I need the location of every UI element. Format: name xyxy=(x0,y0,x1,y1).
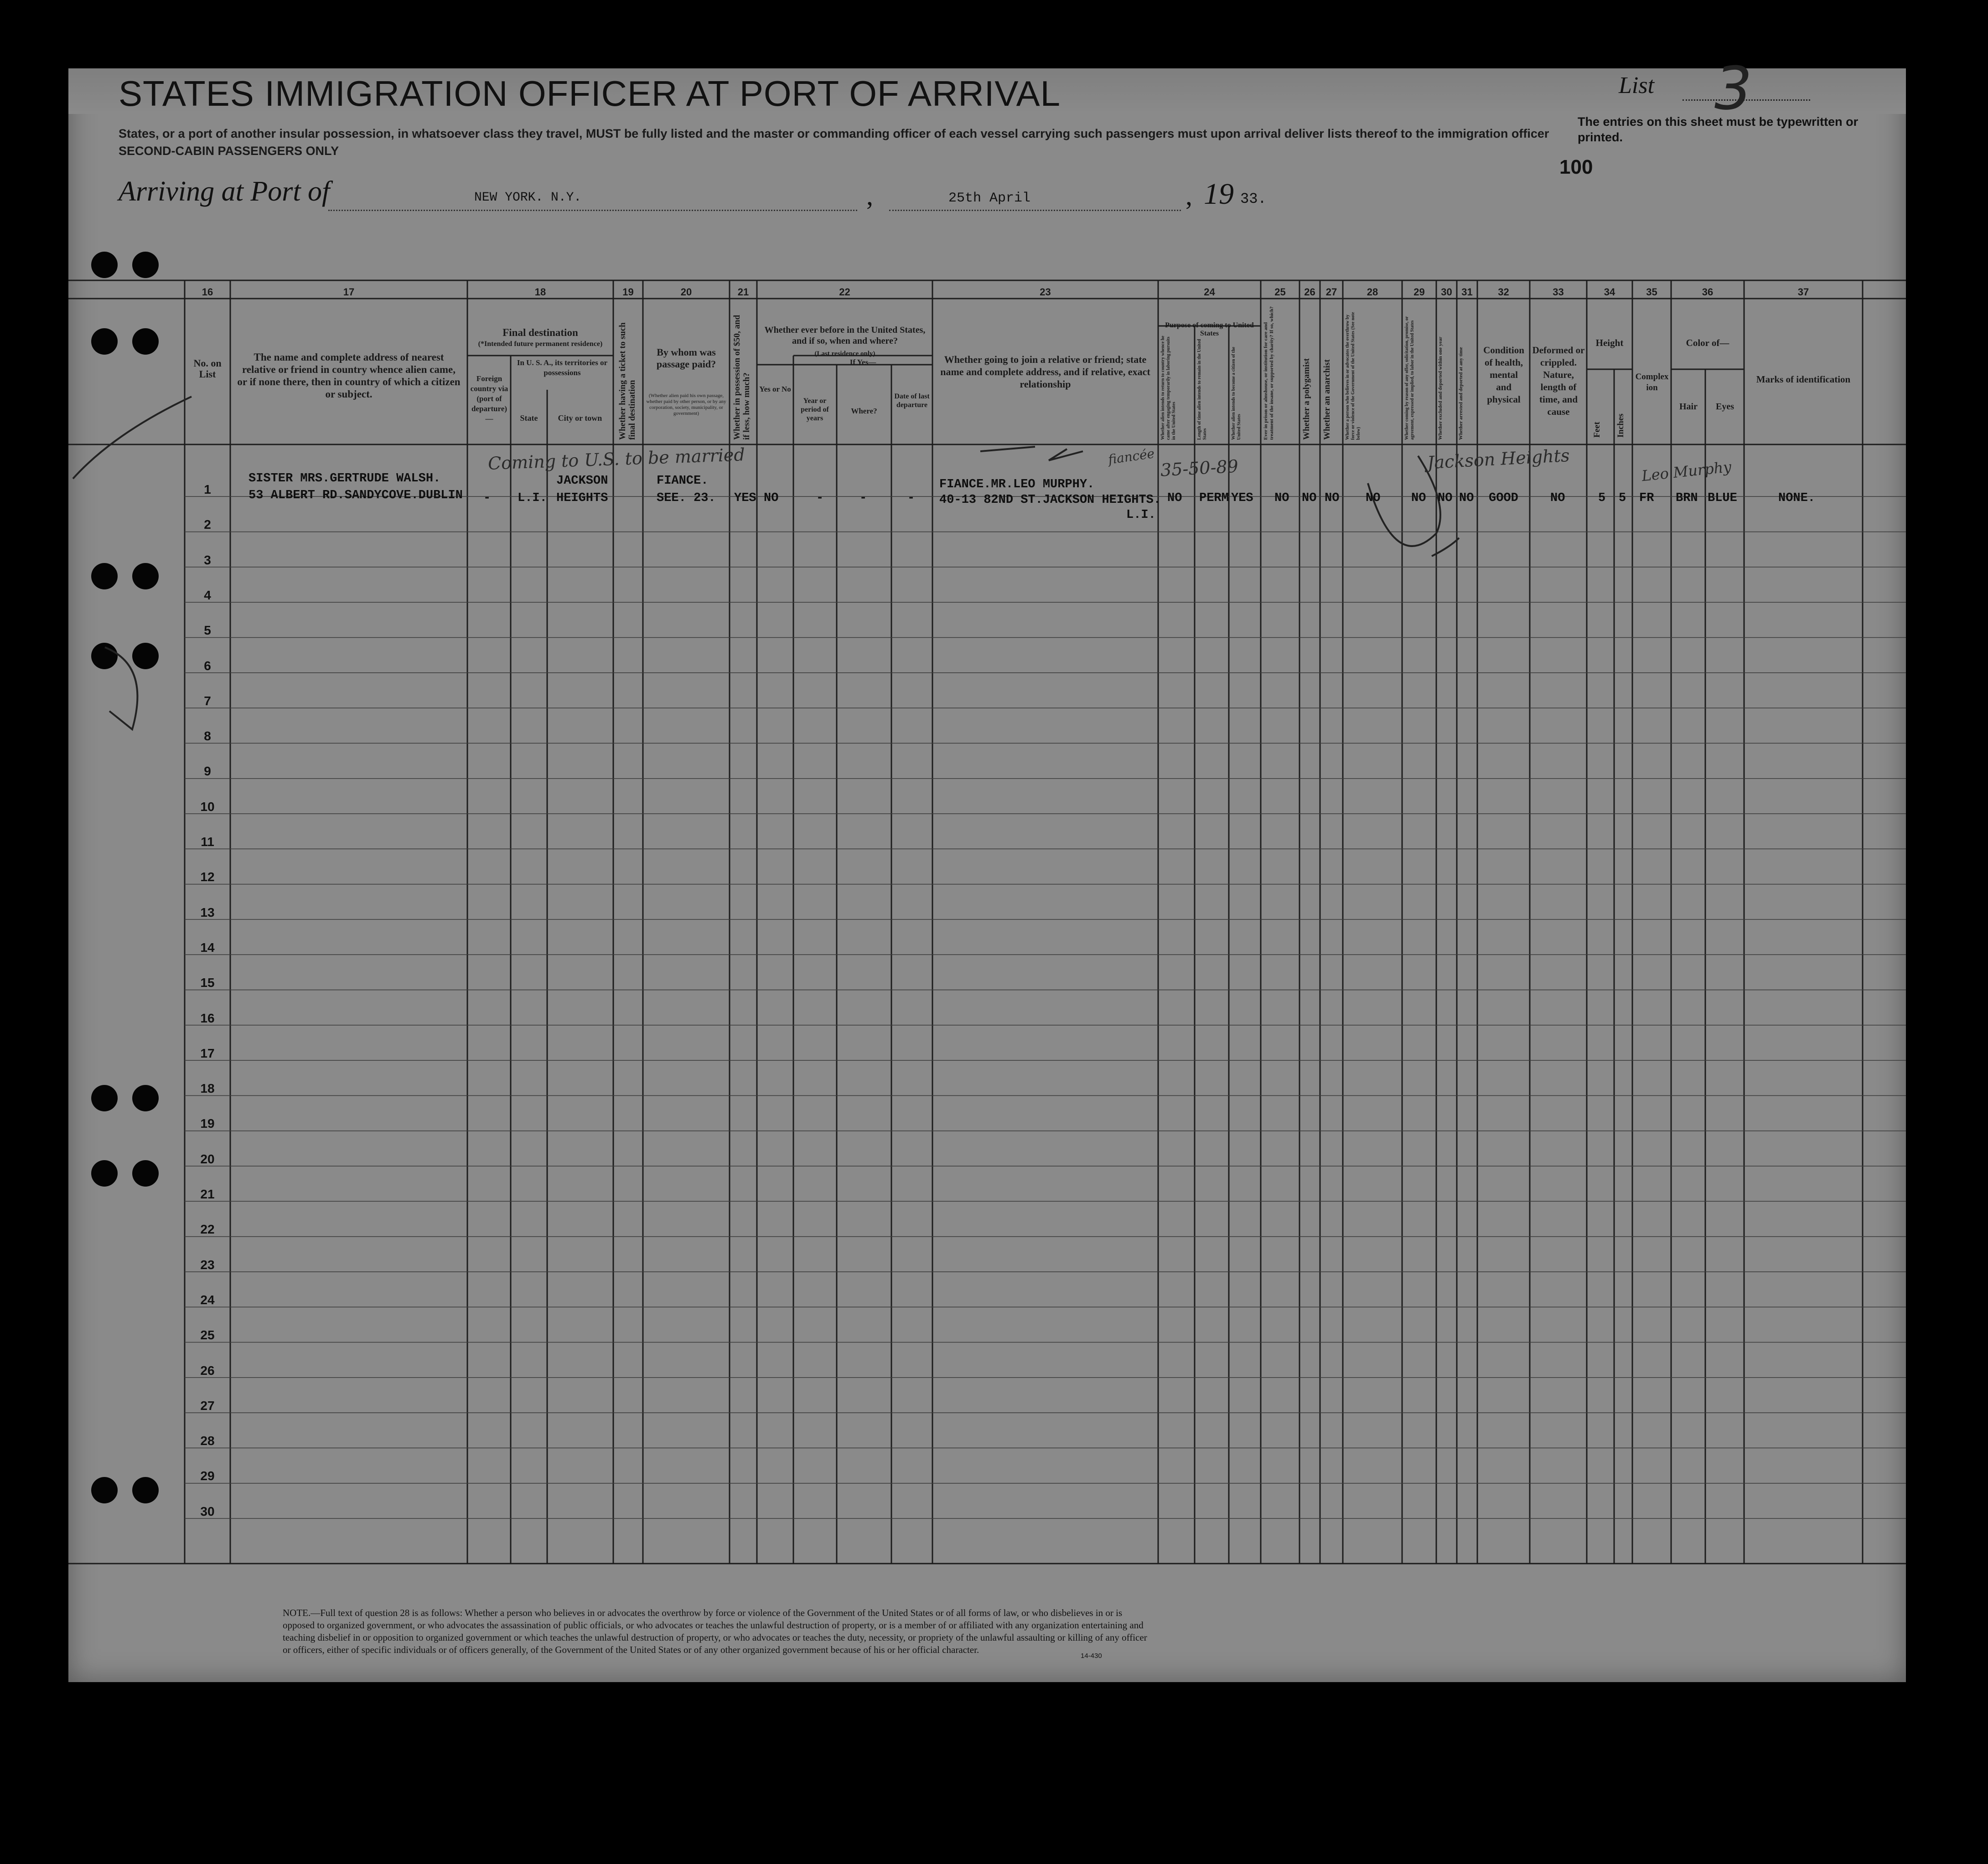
header-prison: Ever in prison or almshouse, or institution for care and treatment of the insane, or supported by charity? If so, which? xyxy=(1263,306,1274,440)
anarchist-value: NO xyxy=(1325,491,1340,505)
handwritten-note: Leo Murphy xyxy=(1641,458,1732,485)
row-number: 17 xyxy=(200,1046,215,1060)
row-number: 14 xyxy=(200,940,215,955)
header-complexion: Complexion xyxy=(1635,372,1669,392)
polygamist-value: NO xyxy=(1302,491,1317,505)
row-number: 24 xyxy=(200,1292,215,1307)
row-number: 27 xyxy=(200,1398,215,1413)
row-number: 18 xyxy=(200,1081,215,1096)
col-num-32: 32 xyxy=(1498,286,1509,298)
header-feet: Feet xyxy=(1592,422,1602,438)
col-num-36: 36 xyxy=(1702,286,1714,298)
header-state: State xyxy=(520,413,538,423)
relative-line2: 53 ALBERT RD.SANDYCOVE.DUBLIN xyxy=(248,489,463,502)
col-num-19: 19 xyxy=(622,286,634,298)
list-number: 3 xyxy=(1714,54,1752,123)
header-foreign-country: Foreign country via (port of departure)— xyxy=(470,374,508,423)
row-number: 26 xyxy=(200,1363,215,1378)
row-number: 8 xyxy=(204,729,211,744)
header-health: Condition of health, mental and physical xyxy=(1483,345,1524,405)
header-color-of: Color of— xyxy=(1686,337,1729,348)
col-num-23: 23 xyxy=(1040,286,1051,298)
header-deformed: Deformed or crippled. Nature, length of time, and cause xyxy=(1532,345,1585,417)
row-number: 16 xyxy=(200,1011,215,1025)
col-num-17: 17 xyxy=(343,286,355,298)
length-value: PERM xyxy=(1199,491,1229,505)
separator-comma: , xyxy=(866,181,873,211)
header-passage-paid: By whom was passage paid? xyxy=(656,346,716,370)
row-number: 7 xyxy=(204,693,211,708)
health-value: GOOD xyxy=(1489,491,1518,505)
header-overthrow: Whether a person who believes in or advocates the overthrow by force or violence of the Government of the United States (See note below) xyxy=(1345,312,1361,440)
row-number: 5 xyxy=(204,623,211,638)
row-number: 30 xyxy=(200,1504,215,1518)
header-marks: Marks of identification xyxy=(1756,374,1851,385)
header-if-yes: If Yes— xyxy=(849,358,876,367)
where-value: - xyxy=(859,491,867,505)
col-num-31: 31 xyxy=(1461,286,1473,298)
row-number: 22 xyxy=(200,1222,215,1237)
deformed-value: NO xyxy=(1550,491,1565,505)
col-num-34: 34 xyxy=(1604,286,1615,298)
header-eyes: Eyes xyxy=(1716,402,1734,412)
header-excluded: Whether excluded and deported within one year xyxy=(1438,336,1443,440)
arrival-port: NEW YORK. N.Y. xyxy=(474,191,582,205)
row-number: 25 xyxy=(200,1328,215,1342)
row-number: 4 xyxy=(204,588,211,602)
citizen-value: YES xyxy=(1231,491,1253,505)
entries-note: The entries on this sheet must be typewritten or printed. xyxy=(1578,115,1859,144)
marks-value: NONE. xyxy=(1778,491,1816,505)
form-instructions: States, or a port of another insular possession, in whatsoever class they travel, MUST be fully listed and the master or commanding officer of each vessel carrying such passengers must upon arrival deliver lists thereof to the immigration officer xyxy=(119,127,1549,140)
col-num-24: 24 xyxy=(1204,286,1215,298)
header-period: Year or period of years xyxy=(801,397,829,422)
handwritten-note: Jackson Heights xyxy=(1427,445,1570,473)
header-final-destination-sub: (*Intended future permanent residence) xyxy=(478,340,603,348)
list-label: List xyxy=(1619,72,1655,98)
year-suffix: 33. xyxy=(1240,191,1267,207)
col-num-25: 25 xyxy=(1274,286,1286,298)
stamp-count: 100 xyxy=(1559,156,1593,178)
separator-comma: , xyxy=(1186,181,1192,211)
header-where: Where? xyxy=(851,407,877,415)
period-value: - xyxy=(816,491,824,505)
header-last-residence: (Last residence only) xyxy=(814,350,875,357)
city-line1: JACKSON xyxy=(556,474,608,488)
form-code: 14-430 xyxy=(1081,1652,1102,1660)
col-num-28: 28 xyxy=(1367,286,1378,298)
col-num-29: 29 xyxy=(1413,286,1425,298)
col-num-37: 37 xyxy=(1797,286,1809,298)
join-line2: 40-13 82ND ST.JACKSON HEIGHTS. xyxy=(939,493,1161,507)
col-num-30: 30 xyxy=(1441,286,1452,298)
arriving-label: Arriving at Port of xyxy=(119,176,330,207)
header-height: Height xyxy=(1595,337,1624,348)
header-ever-before: Whether ever before in the United States, and if so, when and where? xyxy=(764,325,926,346)
feet-value: 5 xyxy=(1598,491,1606,505)
header-passage-paid-sub: (Whether alien paid his own passage, whether paid by other person, or by any corporation, society, municipality, or government) xyxy=(646,393,726,416)
col-num-35: 35 xyxy=(1646,286,1657,298)
excluded-value: NO xyxy=(1438,491,1453,505)
handwritten-note: 35-50-89 xyxy=(1160,456,1239,480)
header-city-town: City or town xyxy=(558,413,602,423)
q28-value: NO xyxy=(1366,491,1381,505)
header-purpose-citizen: Whether alien intends to become a citizen of the United States xyxy=(1231,346,1242,440)
foreign-country-value: - xyxy=(483,491,491,505)
row-number: 12 xyxy=(200,870,215,884)
col-num-21: 21 xyxy=(737,286,749,298)
year-prefix: 19 xyxy=(1204,177,1234,211)
handwritten-note: fiancée xyxy=(1107,446,1156,467)
row-number: 21 xyxy=(200,1187,215,1201)
row-number: 13 xyxy=(200,905,215,919)
header-final-destination: Final destination xyxy=(502,327,578,338)
row-number: 6 xyxy=(204,658,211,673)
header-yes-no: Yes or No xyxy=(759,385,791,393)
row-number: 10 xyxy=(200,799,215,814)
departure-value: - xyxy=(907,491,915,505)
prison-value: NO xyxy=(1274,491,1289,505)
row-number: 11 xyxy=(201,835,214,849)
row-number: 23 xyxy=(200,1257,215,1272)
relative-line1: SISTER MRS.GERTRUDE WALSH. xyxy=(248,472,441,485)
col-num-16: 16 xyxy=(202,286,213,298)
form-title: STATES IMMIGRATION OFFICER AT PORT OF ARRIVAL xyxy=(119,73,1061,114)
row-number: 3 xyxy=(204,552,211,567)
row-number: 19 xyxy=(200,1116,215,1131)
complexion-value: FR xyxy=(1639,491,1654,505)
deported-value: NO xyxy=(1459,491,1474,505)
header-no-on-list: No. on List xyxy=(193,357,222,380)
col-num-33: 33 xyxy=(1553,286,1564,298)
row-number: 2 xyxy=(204,517,211,532)
ever-before-value: NO xyxy=(764,491,779,505)
hair-value: BRN xyxy=(1676,491,1698,505)
city-line2: HEIGHTS xyxy=(556,491,608,505)
header-purpose-length: Length of time alien intends to remain in the United States xyxy=(1197,339,1207,440)
money-value: YES xyxy=(734,491,756,505)
eyes-value: BLUE xyxy=(1708,491,1737,505)
header-ticket: Whether having a ticket to such final destination xyxy=(618,322,637,440)
handwritten-note: Coming to U.S. to be married xyxy=(487,444,746,474)
header-anarchist: Whether an anarchist xyxy=(1322,359,1332,440)
header-purpose-return: Whether alien intends to return to country whence he came after engaging temporarily in laboring pursuits in the United States xyxy=(1160,336,1176,440)
col-num-22: 22 xyxy=(839,286,850,298)
passage-paid-line1: FIANCE. xyxy=(657,474,709,488)
header-labor-offer: Whether coming by reason of any offer, solicitation, promise, or agreement, expressed or implied, to labor in the United States xyxy=(1404,316,1415,440)
join-line1: FIANCE.MR.LEO MURPHY. xyxy=(939,478,1095,491)
col-num-18: 18 xyxy=(534,286,546,298)
state-value: L.I. xyxy=(518,491,547,505)
row-number: 20 xyxy=(200,1151,215,1166)
col-num-20: 20 xyxy=(680,286,692,298)
row-number: 9 xyxy=(204,764,211,779)
inches-value: 5 xyxy=(1619,491,1626,505)
header-deported: Whether arrested and deported at any time xyxy=(1458,347,1464,440)
header-money: Whether in possession of $50, and if less, how much? xyxy=(732,315,751,440)
join-line3: L.I. xyxy=(1126,508,1156,522)
header-in-usa: In U. S. A., its territories or possessions xyxy=(517,358,608,377)
row-number: 15 xyxy=(200,976,215,990)
header-date-departure: Date of last departure xyxy=(894,392,930,409)
row-number: 29 xyxy=(200,1469,215,1483)
header-polygamist: Whether a polygamist xyxy=(1302,358,1311,440)
header-inches: Inches xyxy=(1616,413,1626,438)
labor-value: NO xyxy=(1411,491,1426,505)
header-join-relative: Whether going to join a relative or friend; state name and complete address, and if relative, exact relationship xyxy=(940,354,1150,390)
arrival-date: 25th April xyxy=(948,191,1031,206)
passenger-class: SECOND-CABIN PASSENGERS ONLY xyxy=(119,144,339,158)
col-num-27: 27 xyxy=(1325,286,1337,298)
row-number: 28 xyxy=(200,1434,215,1448)
header-purpose: Purpose of coming to United States xyxy=(1165,321,1254,337)
header-nearest-relative: The name and complete address of nearest relative or friend in country whence alien came, or if none there, then in country of which a citizen or subject. xyxy=(237,351,461,400)
passage-paid-line2: SEE. 23. xyxy=(657,491,716,505)
return-value: NO xyxy=(1167,491,1182,505)
header-hair: Hair xyxy=(1679,402,1698,412)
footer-note: NOTE.—Full text of question 28 is as follows: Whether a person who believes in or advocates the overthrow by force or violence of the Government of the United States or of all forms of law, or who disbelieves in or is opposed to organized government, or who advocates the assassination of public officials, or who advocates or teaches the unlawful destruction of property, or is a member of or affiliated with any organization entertaining and teaching disbelief in or opposition to organized government or which teaches the unlawful destruction of property, or who advocates or teaches the duty, necessity, or propriety of the unlawful assaulting or killing of any officer or officers, either of specific individuals or of officers generally, of the Government of the United States or of any other organized government because of his or her official character. xyxy=(283,1607,1147,1655)
row-number: 1 xyxy=(204,482,211,496)
col-num-26: 26 xyxy=(1304,286,1315,298)
